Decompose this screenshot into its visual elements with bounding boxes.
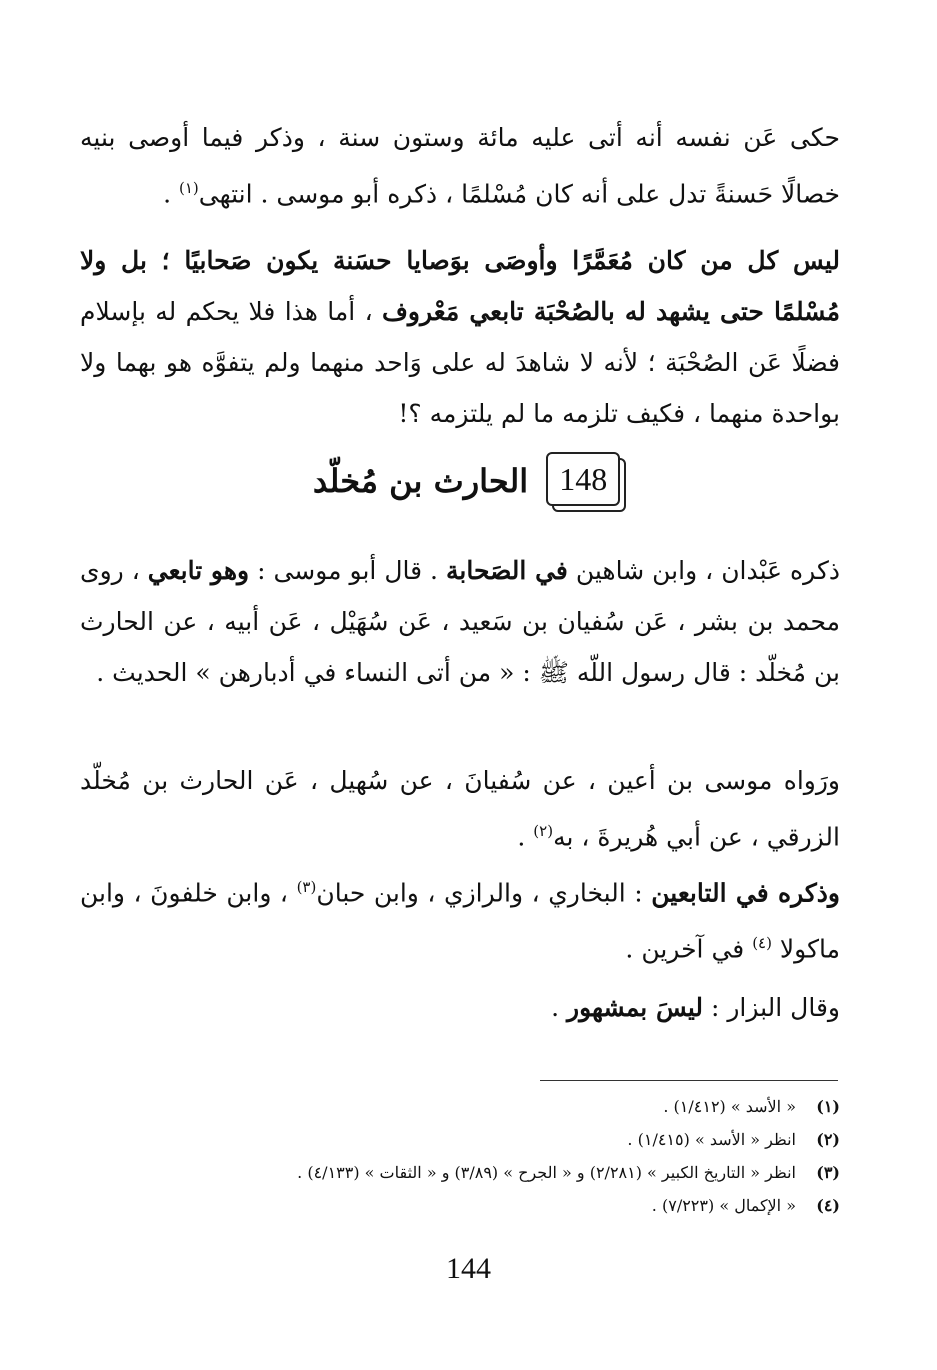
bold-text: وذكره في التابعين xyxy=(651,878,840,908)
entry-number-frame xyxy=(546,452,624,510)
entry-number: 148 xyxy=(546,452,620,506)
body-text: في آخرين . xyxy=(625,934,753,964)
footnotes xyxy=(80,1090,840,1222)
paragraph-3 xyxy=(80,545,840,698)
footnote-text: « الإكمال » (٧/٢٢٣) . xyxy=(651,1196,796,1215)
footnote-2 xyxy=(80,1123,840,1156)
footnote-number: (٤) xyxy=(816,1196,840,1215)
footnote-number: (١) xyxy=(816,1097,840,1116)
body-text: ورَواه موسى بن أعين ، عن سُفيانَ ، عن سُهيل ، عَن الحارث بن مُخلّد الزرقي ، عن أبي هُريرةَ ، به xyxy=(80,766,840,852)
bold-text: في الصَحابة xyxy=(445,556,568,585)
entry-title: الحارث بن مُخلّد xyxy=(312,462,529,500)
body-text: : البخاري ، والرازي ، وابن حبان xyxy=(316,878,652,908)
body-text: . xyxy=(517,822,534,852)
paragraph-4 xyxy=(80,755,840,862)
footnote-1 xyxy=(80,1090,840,1123)
body-text: . xyxy=(551,993,568,1022)
footnote-3 xyxy=(80,1156,840,1189)
footnote-text: « الأسد » (١/٤١٢) . xyxy=(663,1097,796,1116)
footnote-reference: (٤) xyxy=(752,934,772,953)
paragraph-5 xyxy=(80,862,840,975)
footnote-number: (٣) xyxy=(816,1163,840,1182)
entry-heading xyxy=(0,452,937,510)
body-text: حكى عَن نفسه أنه أتى عليه مائة وستون سنة ، وذكر فيما أوصى بنيه خصالًا حَسنةً تدل على أنه كان مُسْلمًا ، ذكره أبو موسى . انتهى xyxy=(80,123,840,209)
body-text: ذكره عَبْدان ، وابن شاهين xyxy=(567,556,840,585)
footnote-text: انظر « الأسد » (١/٤١٥) . xyxy=(627,1130,796,1149)
bold-text: ليس كل من كان مُعَمَّرًا وأوصَى بوَصايا حسَنة يكون صَحابيًا ؛ بل ولا مُسْلمًا حتى يشهد له بالصُحْبَة تابعي مَعْروف xyxy=(80,246,840,326)
bold-text: وهو تابعي xyxy=(147,556,250,585)
footnote-text: انظر « التاريخ الكبير » (٢/٢٨١) و « الجرح » (٣/٨٩) و « الثقات » (٤/١٣٣) . xyxy=(297,1163,796,1182)
body-text: وقال البزار : xyxy=(703,993,840,1022)
body-text: ، أما هذا فلا يحكم له بإسلام فضلًا عَن الصُحْبَة ؛ لأنه لا شاهدَ له على وَاحد منهما ولم يتفوَّه هو بهما ولا بواحدة منهما ، فكيف تلزمه ما لم يلتزمه ؟! xyxy=(80,297,840,428)
body-text: . قال أبو موسى : xyxy=(249,556,446,585)
paragraph-2 xyxy=(80,235,840,439)
footnote-reference: (٢) xyxy=(533,822,554,840)
footnote-reference: (٣) xyxy=(296,878,317,896)
footnote-reference: (١) xyxy=(178,179,199,197)
body-text: ، روى محمد بن بشر ، عَن سُفيان بن سَعيد ، عَن سُهَيْل ، عَن أبيه ، عن الحارث بن مُخلّد : قال رسول اللّه ﷺ : « من أتى النساء في أدبارهن » الحديث . xyxy=(80,556,840,687)
footnote-number: (٢) xyxy=(816,1130,840,1149)
body-text: ، وابن خلفونَ ، وابن ماكولا xyxy=(80,878,840,964)
bold-text: ليسَ بمشهور xyxy=(567,993,703,1022)
page-number: 144 xyxy=(446,1252,491,1285)
paragraph-6 xyxy=(80,982,840,1033)
body-text: . xyxy=(163,179,179,209)
footnote-divider xyxy=(540,1080,838,1081)
footnote-4 xyxy=(80,1189,840,1222)
paragraph-1 xyxy=(80,112,840,219)
